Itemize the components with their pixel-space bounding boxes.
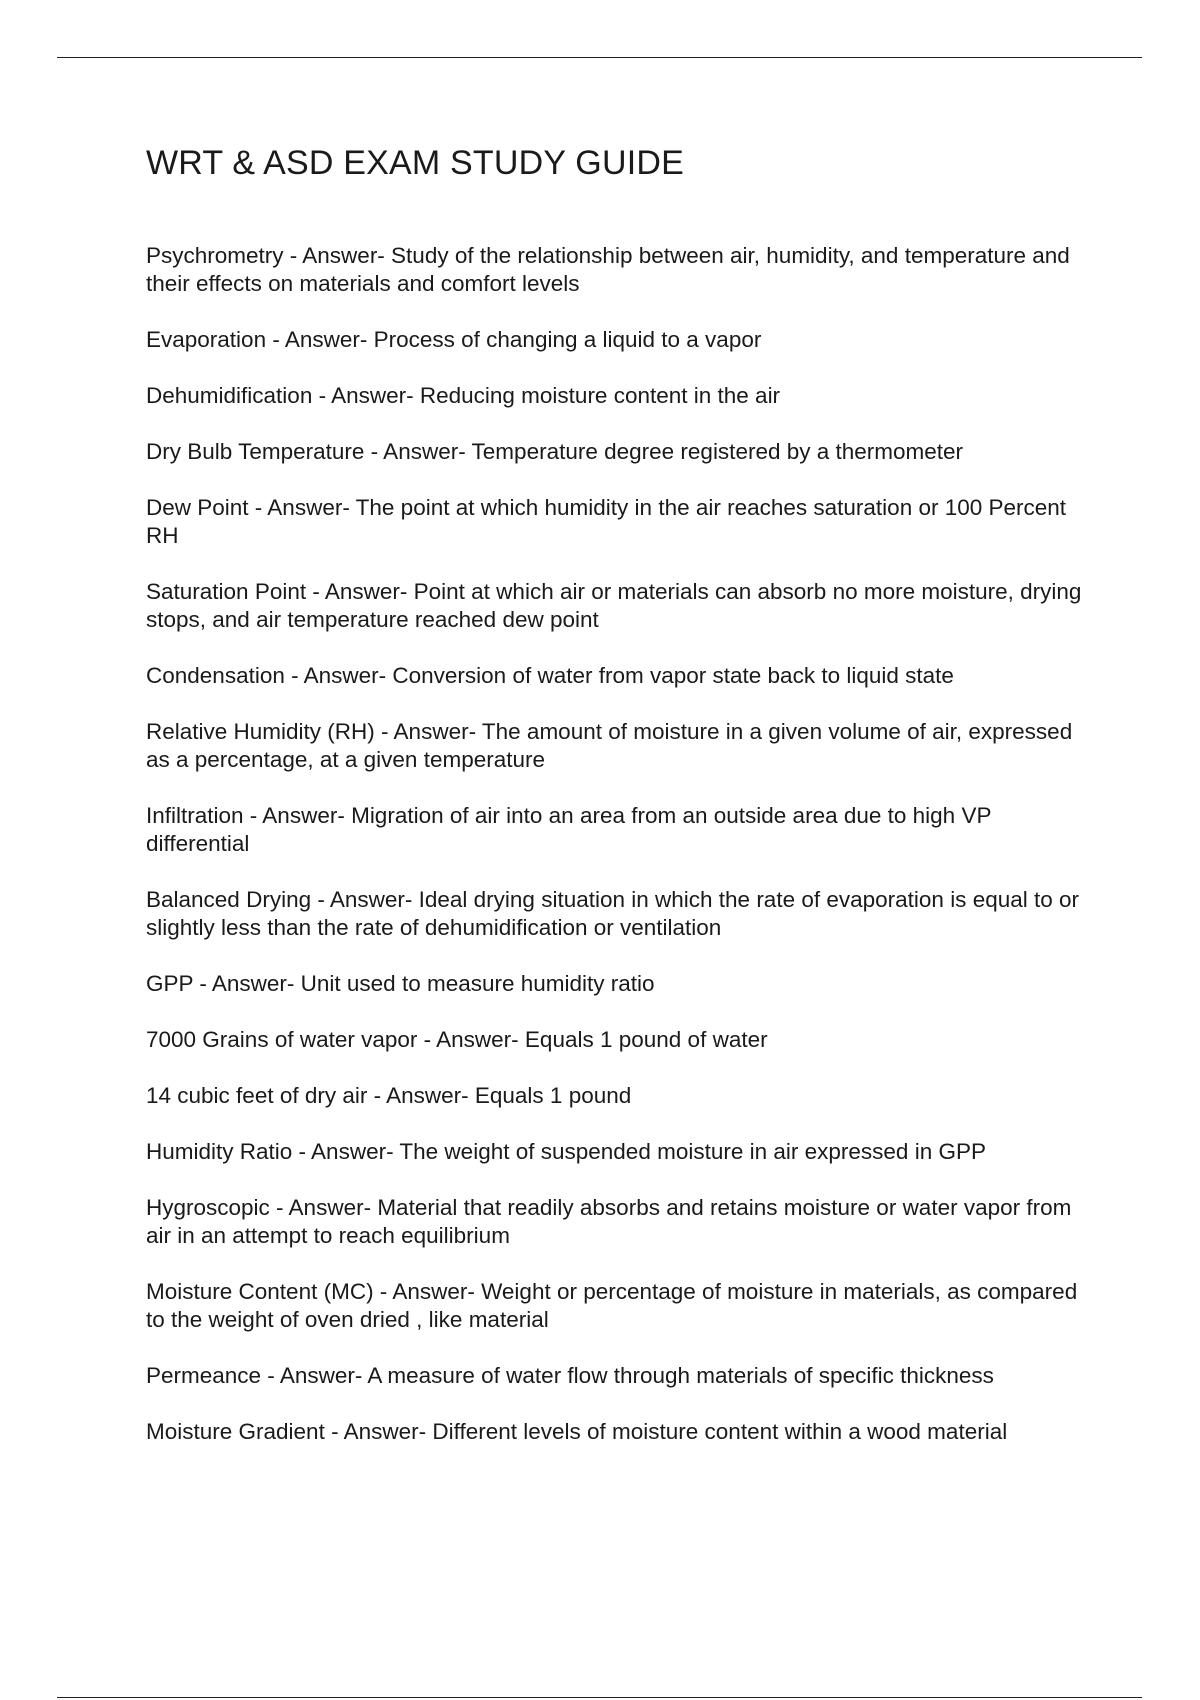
list-item: 14 cubic feet of dry air - Answer- Equals 1 pound [146,1083,632,1108]
list-item: Humidity Ratio - Answer- The weight of suspended moisture in air expressed in GPP [146,1139,986,1164]
list-item: Dry Bulb Temperature - Answer- Temperature degree registered by a thermometer [146,439,964,464]
list-item: GPP - Answer- Unit used to measure humidity ratio [146,971,655,996]
list-item: Condensation - Answer- Conversion of water from vapor state back to liquid state [146,663,954,688]
list-item: Saturation Point - Answer- Point at which air or materials can absorb no more moisture, drying stops, and air temperature reached dew point [146,579,1082,632]
list-item: Dew Point - Answer- The point at which humidity in the air reaches saturation or 100 Percent RH [146,495,1067,548]
list-item: Relative Humidity (RH) - Answer- The amount of moisture in a given volume of air, expressed as a percentage, at a given temperature [146,719,1073,772]
bottom-divider [57,1697,1142,1698]
study-guide-list [146,242,1096,1474]
list-item: Psychrometry - Answer- Study of the relationship between air, humidity, and temperature and their effects on materials and comfort levels [146,243,1070,296]
list-item: Moisture Content (MC) - Answer- Weight or percentage of moisture in materials, as compared to the weight of oven dried , like material [146,1279,1078,1332]
list-item: Infiltration - Answer- Migration of air into an area from an outside area due to high VP differential [146,803,992,856]
list-item: Dehumidification - Answer- Reducing moisture content in the air [146,383,781,408]
list-item: Permeance - Answer- A measure of water flow through materials of specific thickness [146,1363,994,1388]
top-divider [57,57,1142,58]
list-item: Hygroscopic - Answer- Material that readily absorbs and retains moisture or water vapor from air in an attempt to reach equilibrium [146,1195,1072,1248]
list-item: Evaporation - Answer- Process of changing a liquid to a vapor [146,327,762,352]
list-item: Balanced Drying - Answer- Ideal drying situation in which the rate of evaporation is equal to or slightly less than the rate of dehumidification or ventilation [146,887,1080,940]
page-title: WRT & ASD EXAM STUDY GUIDE [146,144,684,182]
list-item: Moisture Gradient - Answer- Different levels of moisture content within a wood material [146,1419,1008,1444]
list-item: 7000 Grains of water vapor - Answer- Equals 1 pound of water [146,1027,768,1052]
